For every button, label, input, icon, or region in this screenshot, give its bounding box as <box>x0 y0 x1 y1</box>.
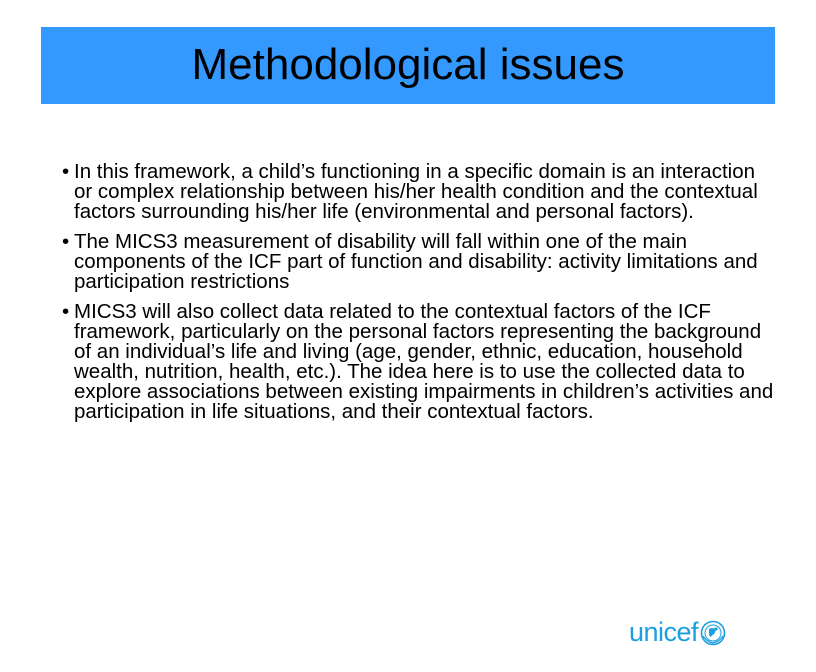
logo-wordmark: unicef <box>629 617 699 647</box>
bullet-marker: • <box>62 300 70 323</box>
bullet-list <box>62 162 774 432</box>
bullet-marker: • <box>62 160 70 183</box>
unicef-emblem-icon <box>700 620 726 646</box>
bullet-item <box>62 232 774 292</box>
unicef-logo <box>629 619 726 646</box>
bullet-marker: • <box>62 230 70 253</box>
bullet-item <box>62 302 774 422</box>
bullet-text: MICS3 will also collect data related to the contextual factors of the ICF framework, particularly on the personal factors representing the background of an individual’s life and living (age, gender, ethnic, education, household wealth, nutrition, health, etc.). The idea here is to use the collected data to explore associations between existing impairments in children’s activities and participation in life situations, and their contextual factors. <box>74 300 774 423</box>
title-bar <box>41 27 775 104</box>
bullet-text: The MICS3 measurement of disability will fall within one of the main components of the ICF part of function and disability: activity limitations and participation restrictions <box>74 230 758 293</box>
bullet-text: In this framework, a child’s functioning in a specific domain is an interaction or complex relationship between his/her health condition and the contextual factors surrounding his/her life (environmental and personal factors). <box>74 160 758 223</box>
slide-title: Methodological issues <box>191 39 625 89</box>
bullet-item <box>62 162 774 222</box>
